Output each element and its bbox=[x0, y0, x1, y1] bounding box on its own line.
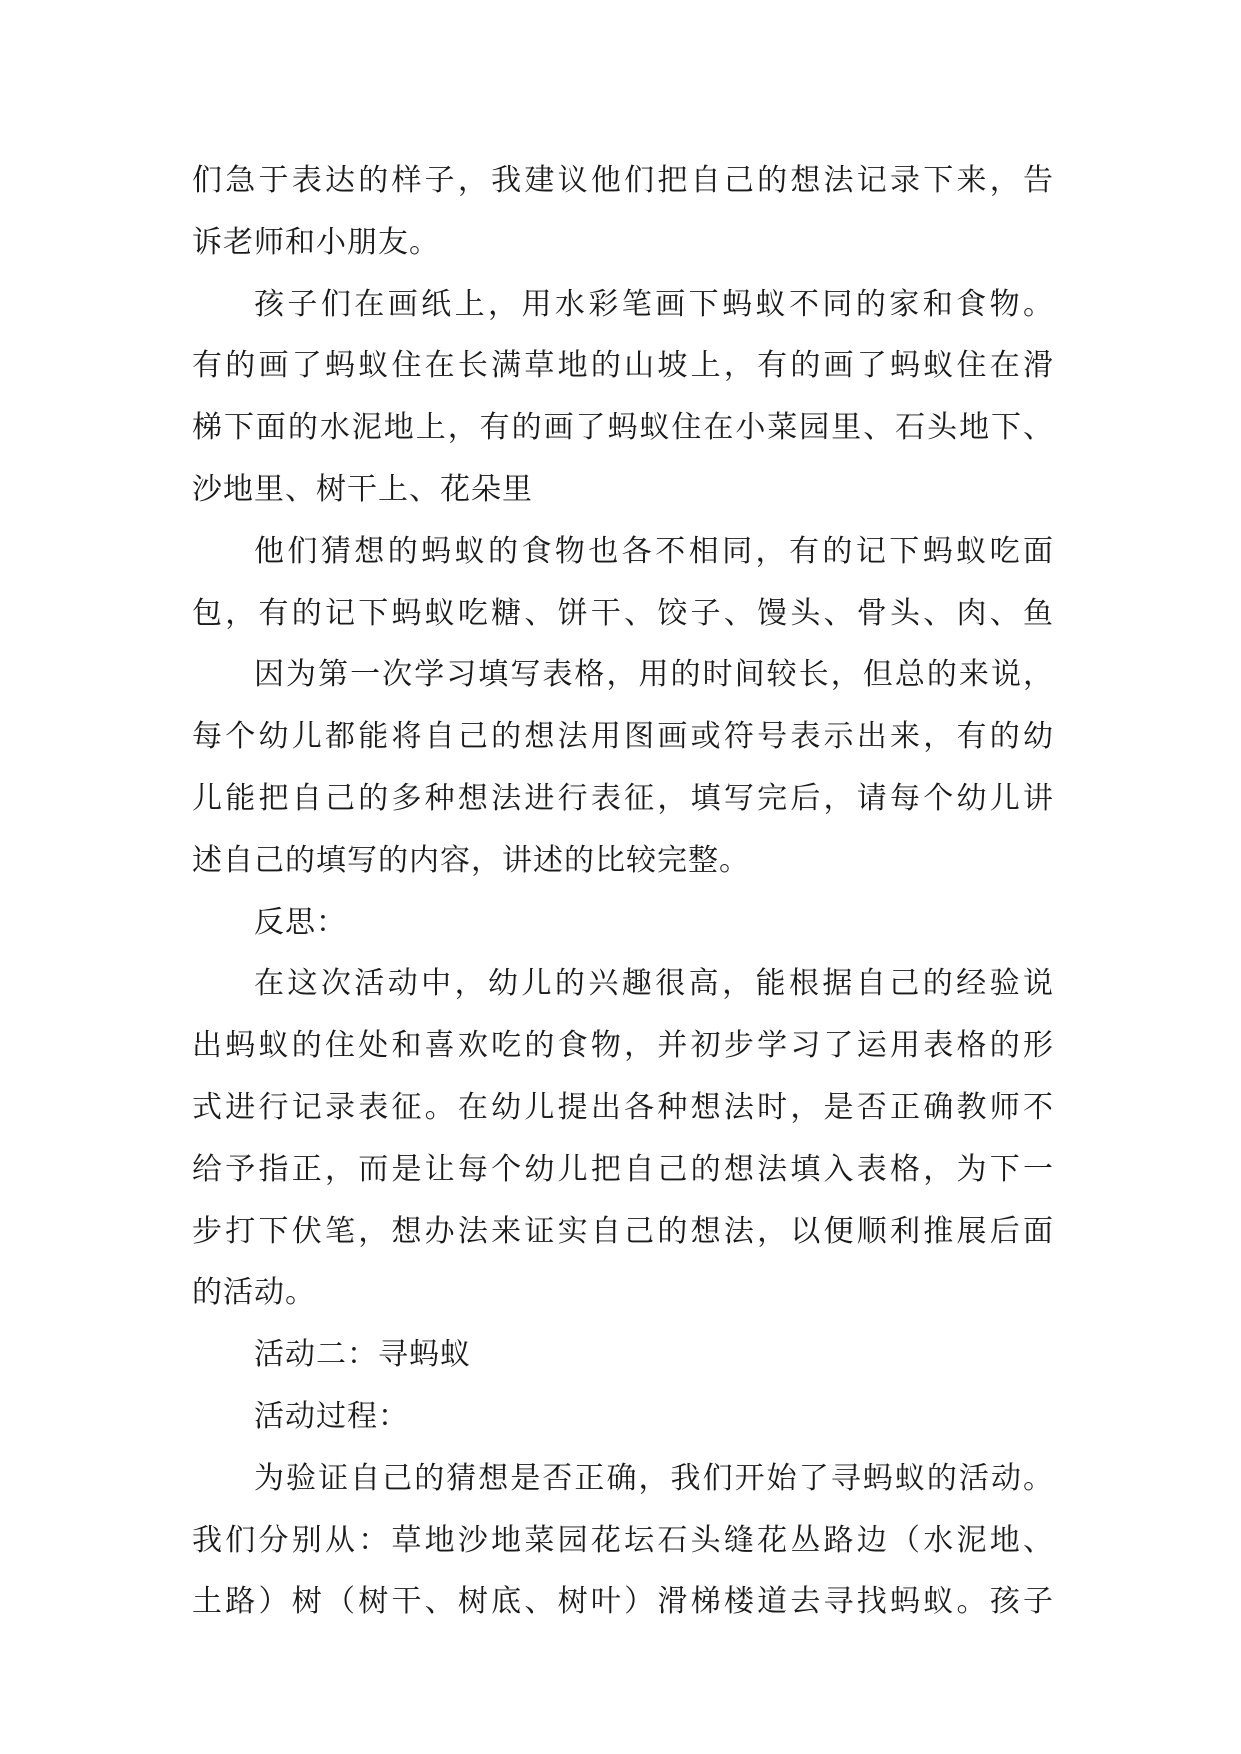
text-line: 有的画了蚂蚁住在长满草地的山坡上，有的画了蚂蚁住在滑 bbox=[192, 348, 1054, 384]
text-line: 沙地里、树干上、花朵里 bbox=[192, 471, 533, 507]
text-line: 为验证自己的猜想是否正确，我们开始了寻蚂蚁的活动。 bbox=[254, 1460, 1054, 1496]
text-line: 们急于表达的样子，我建议他们把自己的想法记录下来，告 bbox=[192, 163, 1054, 198]
document-body bbox=[192, 150, 1054, 1633]
text-line: 的活动。 bbox=[192, 1275, 316, 1311]
text-line: 他们猜想的蚂蚁的食物也各不相同，有的记下蚂蚁吃面 bbox=[254, 533, 1054, 569]
text-line: 出蚂蚁的住处和喜欢吃的食物，并初步学习了运用表格的形 bbox=[192, 1028, 1054, 1064]
text-line: 我们分别从：草地沙地菜园花坛石头缝花丛路边（水泥地、 bbox=[192, 1522, 1054, 1558]
text-line: 给予指正，而是让每个幼儿把自己的想法填入表格，为下一 bbox=[192, 1151, 1054, 1187]
text-line: 因为第一次学习填写表格，用的时间较长，但总的来说， bbox=[254, 657, 1054, 693]
text-line: 在这次活动中，幼儿的兴趣很高，能根据自己的经验说 bbox=[254, 966, 1054, 1002]
text-line: 土路）树（树干、树底、树叶）滑梯楼道去寻找蚂蚁。孩子 bbox=[192, 1584, 1054, 1620]
text-line: 述自己的填写的内容，讲述的比较完整。 bbox=[192, 842, 750, 878]
text-line: 孩子们在画纸上，用水彩笔画下蚂蚁不同的家和食物。 bbox=[254, 286, 1054, 322]
text-line: 包，有的记下蚂蚁吃糖、饼干、饺子、馒头、骨头、肉、鱼 bbox=[192, 595, 1054, 631]
text-line: 步打下伏笔，想办法来证实自己的想法，以便顺利推展后面 bbox=[192, 1213, 1054, 1249]
text-line: 活动过程： bbox=[254, 1398, 409, 1434]
text-line: 诉老师和小朋友。 bbox=[192, 224, 440, 260]
text-line: 式进行记录表征。在幼儿提出各种想法时，是否正确教师不 bbox=[192, 1089, 1054, 1125]
text-line: 每个幼儿都能将自己的想法用图画或符号表示出来，有的幼 bbox=[192, 719, 1054, 755]
text-line: 活动二：寻蚂蚁 bbox=[254, 1337, 471, 1373]
text-line: 反思： bbox=[254, 904, 347, 940]
text-line: 儿能把自己的多种想法进行表征，填写完后，请每个幼儿讲 bbox=[192, 780, 1054, 816]
text-line: 梯下面的水泥地上，有的画了蚂蚁住在小菜园里、石头地下、 bbox=[192, 410, 1054, 446]
